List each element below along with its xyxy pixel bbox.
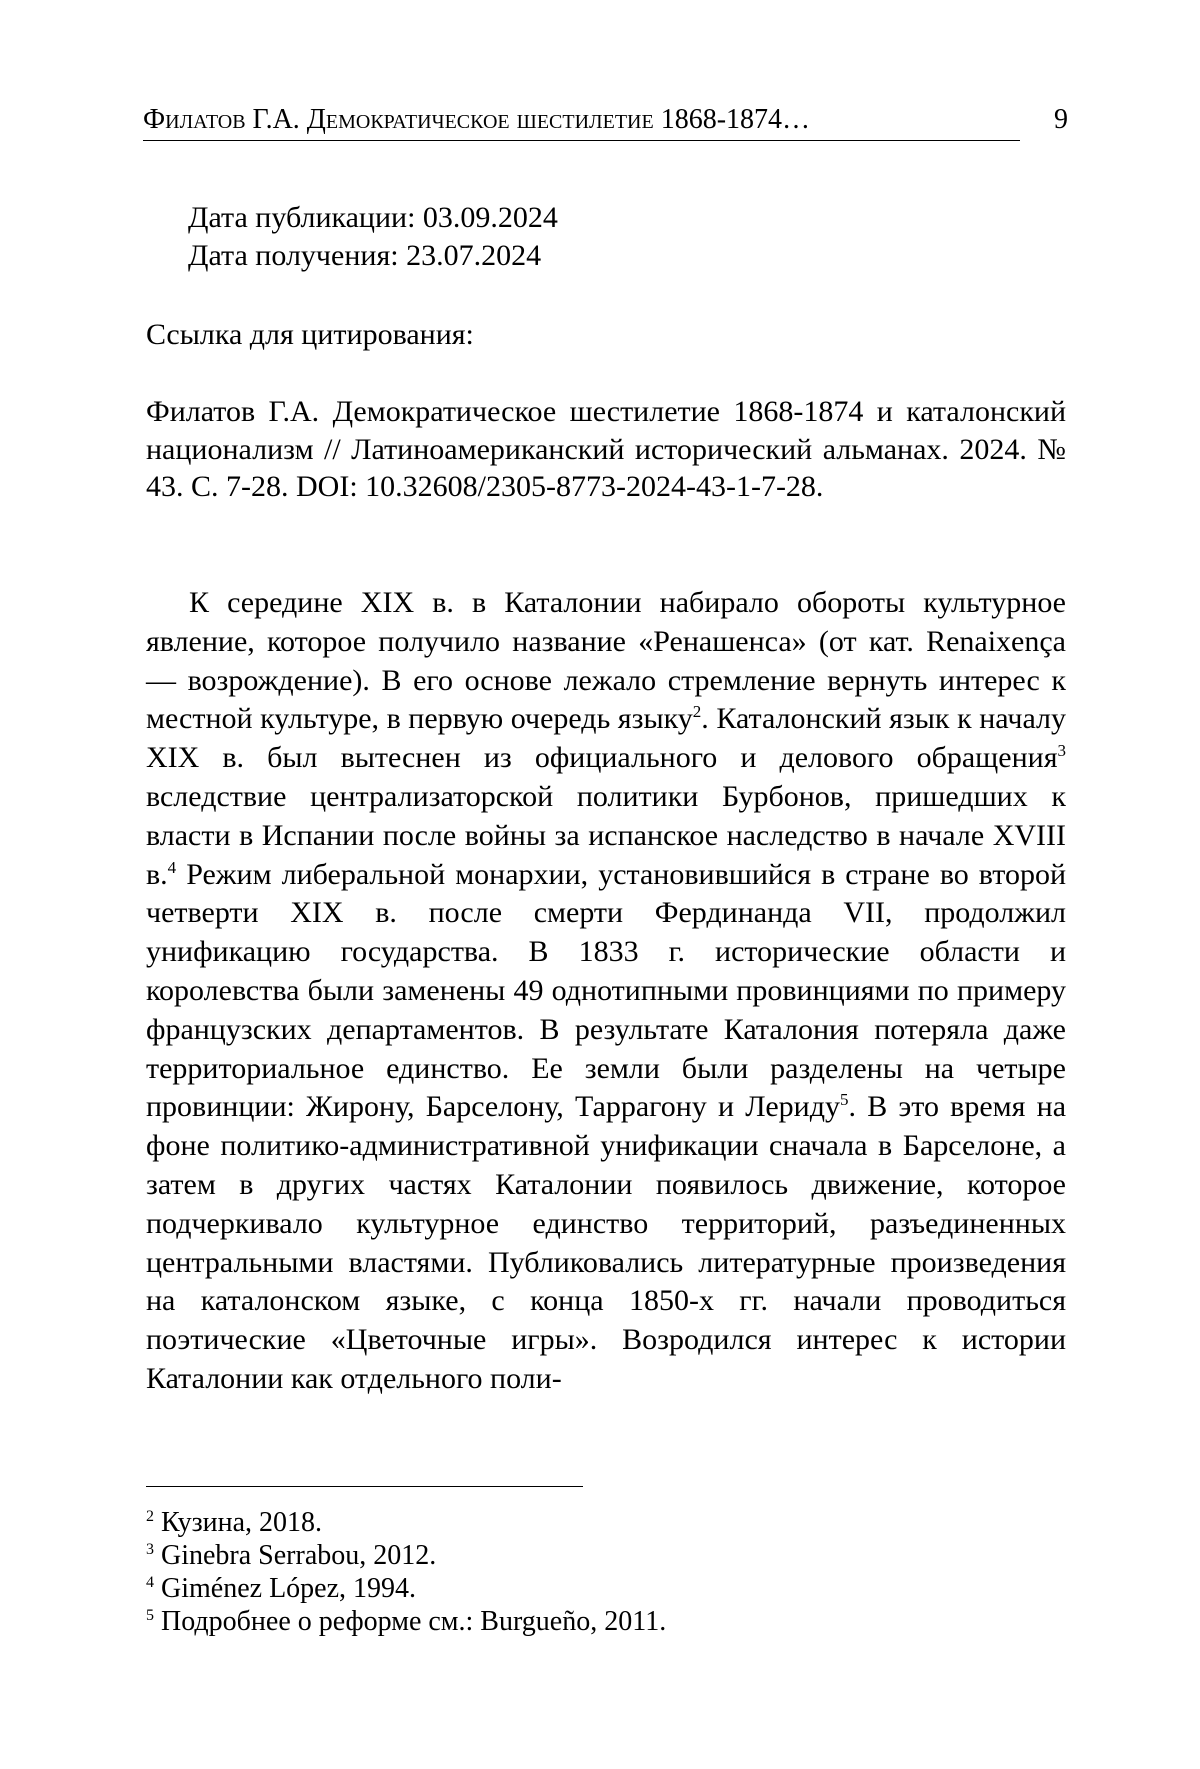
- footnote: [146, 1539, 666, 1572]
- footnote-text: Ginebra Serrabou, 2012.: [154, 1540, 437, 1571]
- footnote-text: Кузина, 2018.: [154, 1507, 323, 1538]
- footnote-text: Подробнее о реформе см.: Burgueño, 2011.: [154, 1606, 667, 1637]
- footnote-number: 3: [146, 1541, 154, 1558]
- running-title-text: Филатов Г.А. Демократическое шестилетие 1868-1874…: [143, 104, 811, 135]
- running-title: [143, 103, 1020, 137]
- header-rule: [143, 140, 1020, 141]
- page-number: 9: [1054, 104, 1068, 135]
- publication-date: Дата публикации: 03.09.2024: [188, 201, 558, 234]
- body-paragraph: [146, 584, 1066, 1399]
- footnote-ref: 5: [840, 1090, 849, 1110]
- footnote-ref: 4: [167, 857, 177, 877]
- footnotes: [146, 1506, 666, 1638]
- citation-text: Филатов Г.А. Демократическое шестилетие 1868-1874 и каталонский национализм // Латиноамериканский исторический альманах. 2024. № 43. С. 7-28. DOI: 10.32608/2305-8773-2024-43-1-7-28.: [146, 395, 1066, 503]
- citation-label: Ссылка для цитирования:: [146, 318, 474, 351]
- body-text-part: вследствие централизаторской политики Бурбонов, пришедших к власти в Испании после войны за испанское наследство в начале XVIII в.: [146, 779, 1066, 891]
- body-text-part: . Каталонский язык к началу XIX в. был вытеснен из официального и делового обращения: [146, 702, 1067, 775]
- footnote-rule: [146, 1486, 583, 1487]
- footnote: [146, 1506, 666, 1539]
- body-text-part: К середине XIX в. в Каталонии набирало обороты культурное явление, которое получило название «Ренашенса» (от кат. Renaixença — возрождение). В его основе лежало стремление вернуть интерес к местной культуре, в первую очередь языку: [146, 586, 1066, 736]
- footnote-ref: 2: [692, 702, 702, 722]
- footnote-number: 2: [146, 1508, 154, 1525]
- footnote: [146, 1605, 666, 1638]
- footnote-ref: 3: [1057, 741, 1066, 761]
- footnote-number: 4: [146, 1574, 154, 1591]
- publication-dates: [188, 199, 558, 275]
- footnote-number: 5: [146, 1607, 154, 1624]
- body-text-part: . В это время на фоне политико-административной унификации сначала в Барселоне, а затем в других частях Каталонии появилось движение, которое подчеркивало культурное единство территорий, разъединенных центральными властями. Публиковались литературные произведения на каталонском языке, с конца 1850-х гг. начали проводиться поэтические «Цветочные игры». Возродился интерес к истории Каталонии как отдельного поли-: [146, 1090, 1067, 1395]
- received-date: Дата получения: 23.07.2024: [188, 239, 542, 272]
- footnote: [146, 1572, 666, 1605]
- body-text-part: Режим либеральной монархии, установившийся в стране во второй четверти XIX в. после смерти Фердинанда VII, продолжил унификацию государства. В 1833 г. исторические области и королевства были заменены 49 однотипными провинциями по примеру французских департаментов. В результате Каталония потеряла даже территориальное единство. Ее земли были разделены на четыре провинции: Жирону, Барселону, Таррагону и Лериду: [146, 857, 1066, 1124]
- footnote-text: Giménez López, 1994.: [154, 1573, 417, 1604]
